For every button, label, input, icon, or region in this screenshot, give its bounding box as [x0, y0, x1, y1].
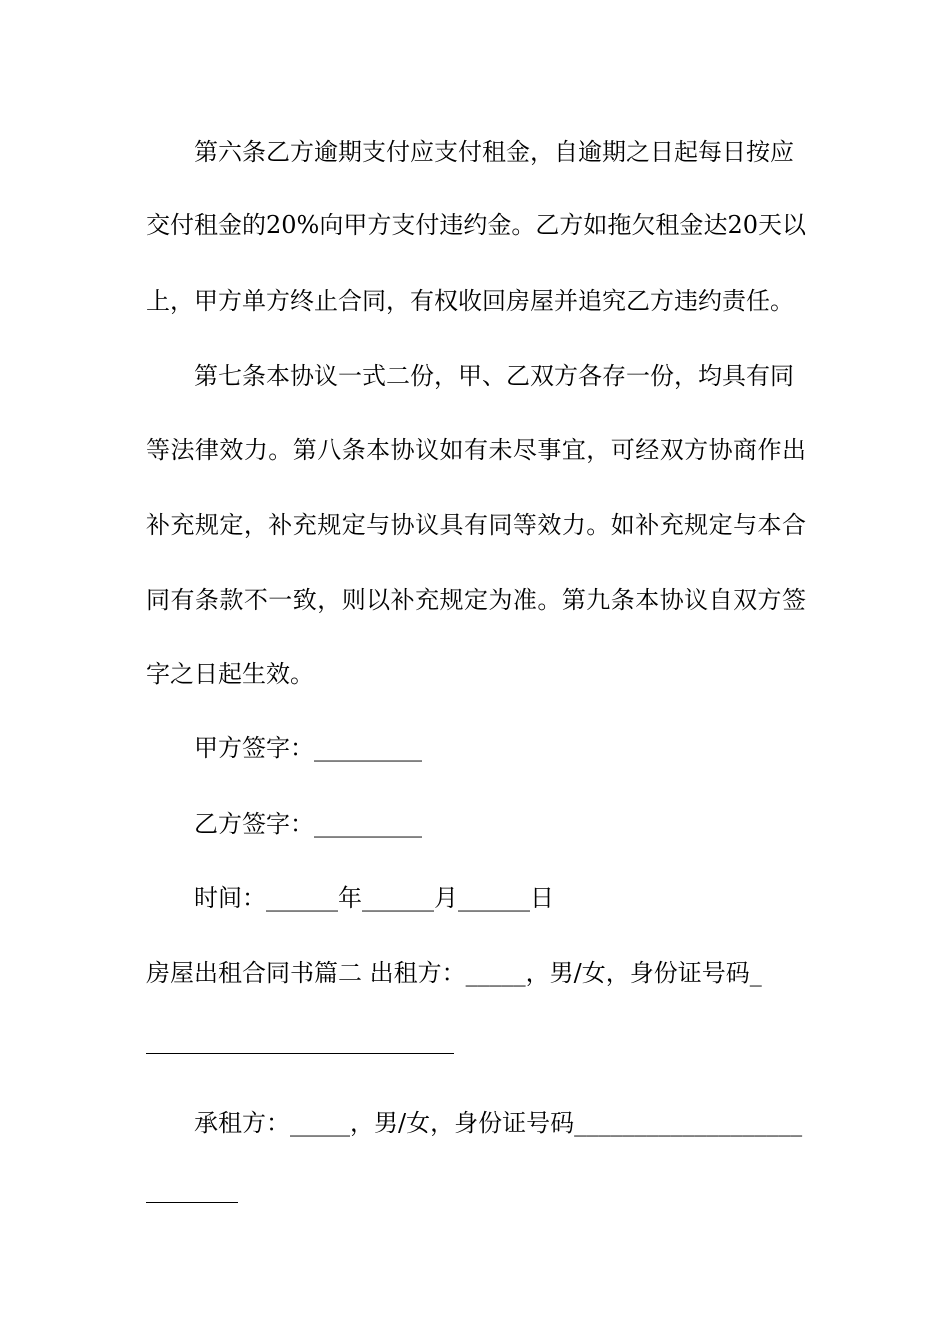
article6-line2: 交付租金的20%向甲方支付违约金。乙方如拖欠租金达20天以: [146, 211, 806, 239]
article7-line2: 等法律效力。第八条本协议如有未尽事宜，可经双方协商作出: [146, 436, 806, 464]
article6-line1: 第六条乙方逾期支付应支付租金，自逾期之日起每日按应: [194, 138, 794, 166]
party-b-signature: 乙方签字：_________: [194, 810, 422, 838]
article7-line3: 补充规定，补充规定与协议具有同等效力。如补充规定与本合: [146, 511, 806, 539]
article6-line3: 上，甲方单方终止合同，有权收回房屋并追究乙方违约责任。: [146, 287, 794, 315]
section2-heading-line: 房屋出租合同书篇二 出租方：_____，男/女，身份证号码_: [146, 959, 762, 987]
lessee-id-continuation-blank: [146, 1202, 238, 1203]
party-a-signature: 甲方签字：_________: [194, 734, 422, 762]
lessee-line: 承租方：_____，男/女，身份证号码___________________: [194, 1109, 803, 1137]
article7-line4: 同有条款不一致，则以补充规定为准。第九条本协议自双方签: [146, 586, 806, 614]
signing-date: 时间：______年______月______日: [194, 884, 554, 912]
article7-line5: 字之日起生效。: [146, 660, 314, 688]
id-number-continuation-blank: [146, 1053, 454, 1054]
article7-line1: 第七条本协议一式二份，甲、乙双方各存一份，均具有同: [194, 362, 794, 390]
